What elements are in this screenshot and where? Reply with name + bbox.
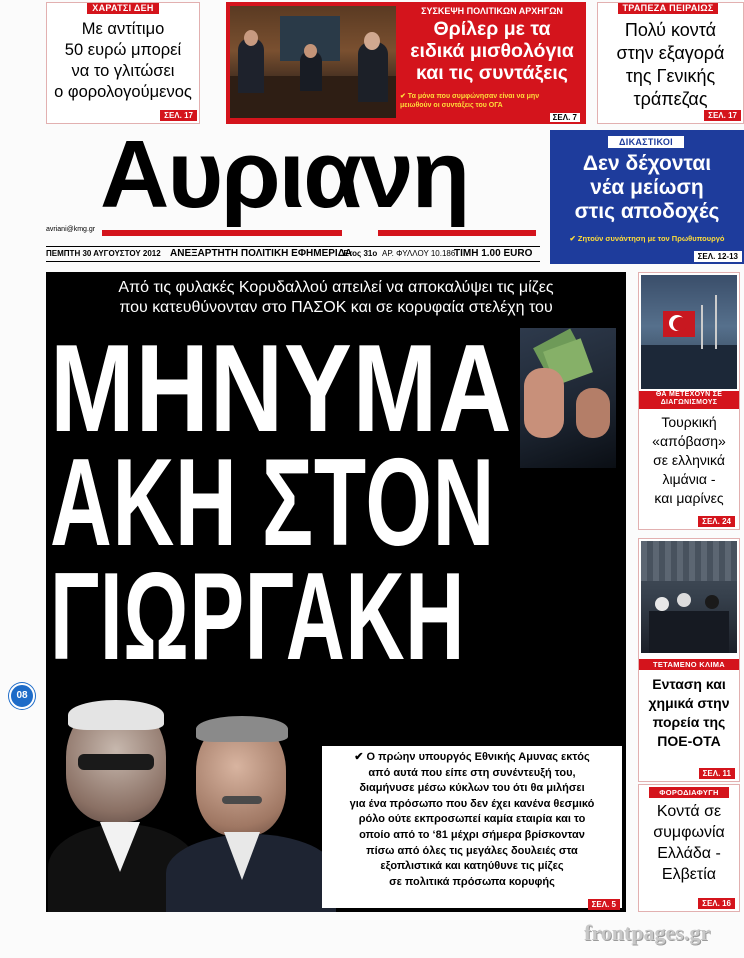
- judges-tag: ΔΙΚΑΣΤΙΚΟΙ: [608, 136, 684, 148]
- meeting-photo: [230, 6, 396, 118]
- main-page: ΣΕΛ. 5: [588, 899, 620, 910]
- top-center-tag: ΣΥΣΚΕΨΗ ΠΟΛΙΤΙΚΩΝ ΑΡΧΗΓΩΝ: [421, 6, 563, 16]
- sidebar-text-protest: Ενταση και χημικά στην πορεία της ΠΟΕ-ΟΤΑ: [648, 676, 730, 749]
- masthead-info-bar: [46, 246, 540, 262]
- sidebar-text-tax: Κοντά σε συμφωνία Ελλάδα - Ελβετία: [653, 803, 725, 883]
- judges-page: ΣΕΛ. 12-13: [694, 251, 742, 262]
- page-badge: 08: [9, 683, 35, 709]
- top-center-page: ΣΕΛ. 7: [550, 113, 580, 122]
- masthead-title[interactable]: Αυριανη: [100, 121, 469, 228]
- portrait-giorgos: [166, 712, 336, 912]
- masthead-rule: [102, 230, 342, 236]
- judges-headline: Δεν δέχονται νέα μείωση στις αποδοχές: [574, 152, 720, 223]
- top-left-text: Με αντίτιμο 50 ευρώ μπορεί να το γλιτώσει ο φορολογούμενος: [54, 20, 192, 101]
- masthead-rule-right: [378, 230, 536, 236]
- main-subhead: Από τις φυλακές Κορυδαλλού απειλεί να αποκαλύψει τις μίζες που κατευθύνονταν στο ΠΑΣΟΚ και σε κορυφαία στελέχη του: [118, 279, 554, 316]
- top-right-teaser[interactable]: [597, 2, 744, 124]
- top-left-teaser[interactable]: [46, 2, 200, 124]
- masthead-issue: ΑΡ. ΦΥΛΛΟΥ 10.186: [382, 249, 456, 258]
- top-center-teaser[interactable]: [226, 2, 586, 124]
- sidebar-tag-turkish: ΘΑ ΜΕΤΕΧΟΥΝ ΣΕ ΔΙΑΓΩΝΙΣΜΟΥΣ: [639, 391, 739, 409]
- main-body: ✔ Ο πρώην υπουργός Εθνικής Αμυνας εκτός από αυτά που είπε στη συνέντευξή του, διαμήνυσε μέσω κύκλων του ότι θα μιλήσει για ένα πρόσωπο που δεν έχει κανένα θεσμικό ρόλο ούτε εκπροσωπεί καμία εταιρία και το οποίο από το ‘81 μέχρι σήμερα βρίσκονταν πίσω από όλες τις μεγάλες δουλειές στα εξοπλιστικά και κατηύθυνε τις μίζες σε πολιτικά πρόσωπα κορυφής: [322, 746, 622, 908]
- sidebar-page-tax: ΣΕΛ. 16: [698, 898, 735, 909]
- harbor-photo: [641, 275, 737, 389]
- masthead-email: avriani@kmg.gr: [46, 226, 96, 233]
- top-right-page: ΣΕΛ. 17: [704, 110, 741, 121]
- masthead-price: ΤΙΜΗ 1.00 EURO: [454, 248, 533, 259]
- top-right-text: Πολύ κοντά στην εξαγορά της Γενικής τράπεζας: [616, 20, 725, 109]
- masthead-date: ΠΕΜΠΤΗ 30 ΑΥΓΟΥΣΤΟΥ 2012: [46, 249, 161, 258]
- sidebar-tag-protest: ΤΕΤΑΜΕΝΟ ΚΛΙΜΑ: [639, 659, 739, 670]
- sidebar-text-turkish: Τουρκική «απόβαση» σε ελληνικά λιμάνια - και μαρίνες: [652, 414, 726, 506]
- sidebar-item-turkish[interactable]: [638, 272, 740, 530]
- main-headline: ΜΗΝΥΜΑ ΑΚΗ ΣΤΟΝ ΓΙΩΡΓΑΚΗ: [50, 320, 513, 686]
- sidebar-tag-tax: ΦΟΡΟΔΙΑΦΥΓΗ: [649, 787, 729, 798]
- masthead-tagline: ΑΝΕΞΑΡΤΗΤΗ ΠΟΛΙΤΙΚΗ ΕΦΗΜΕΡΙΔΑ: [170, 248, 353, 259]
- sidebar-page-protest: ΣΕΛ. 11: [699, 768, 735, 779]
- top-left-page: ΣΕΛ. 17: [160, 110, 197, 121]
- sidebar-item-protest[interactable]: [638, 538, 740, 782]
- masthead-year: Έτος 31ο: [342, 249, 378, 258]
- top-center-sub: ✔ Τα μόνα που συμφώνησαν είναι να μην μειωθούν οι συντάξεις του ΟΓΑ: [400, 93, 540, 109]
- top-right-tag: ΤΡΑΠΕΖΑ ΠΕΙΡΑΙΩΣ: [618, 3, 718, 14]
- top-left-tag: ΧΑΡΑΤΣΙ ΔΕΗ: [87, 3, 159, 14]
- protest-photo: [641, 541, 737, 653]
- judges-teaser[interactable]: [550, 130, 744, 264]
- watermark: frontpages.gr: [584, 920, 711, 945]
- top-center-headline: Θρίλερ με τα ειδικά μισθολόγια και τις συντάξεις: [410, 18, 574, 84]
- judges-sub: ✔ Ζητούν συνάντηση με τον Πρωθυπουργό: [569, 234, 725, 243]
- sidebar-item-tax[interactable]: [638, 784, 740, 912]
- main-story[interactable]: [46, 272, 626, 912]
- sidebar-page-turkish: ΣΕΛ. 24: [698, 516, 735, 527]
